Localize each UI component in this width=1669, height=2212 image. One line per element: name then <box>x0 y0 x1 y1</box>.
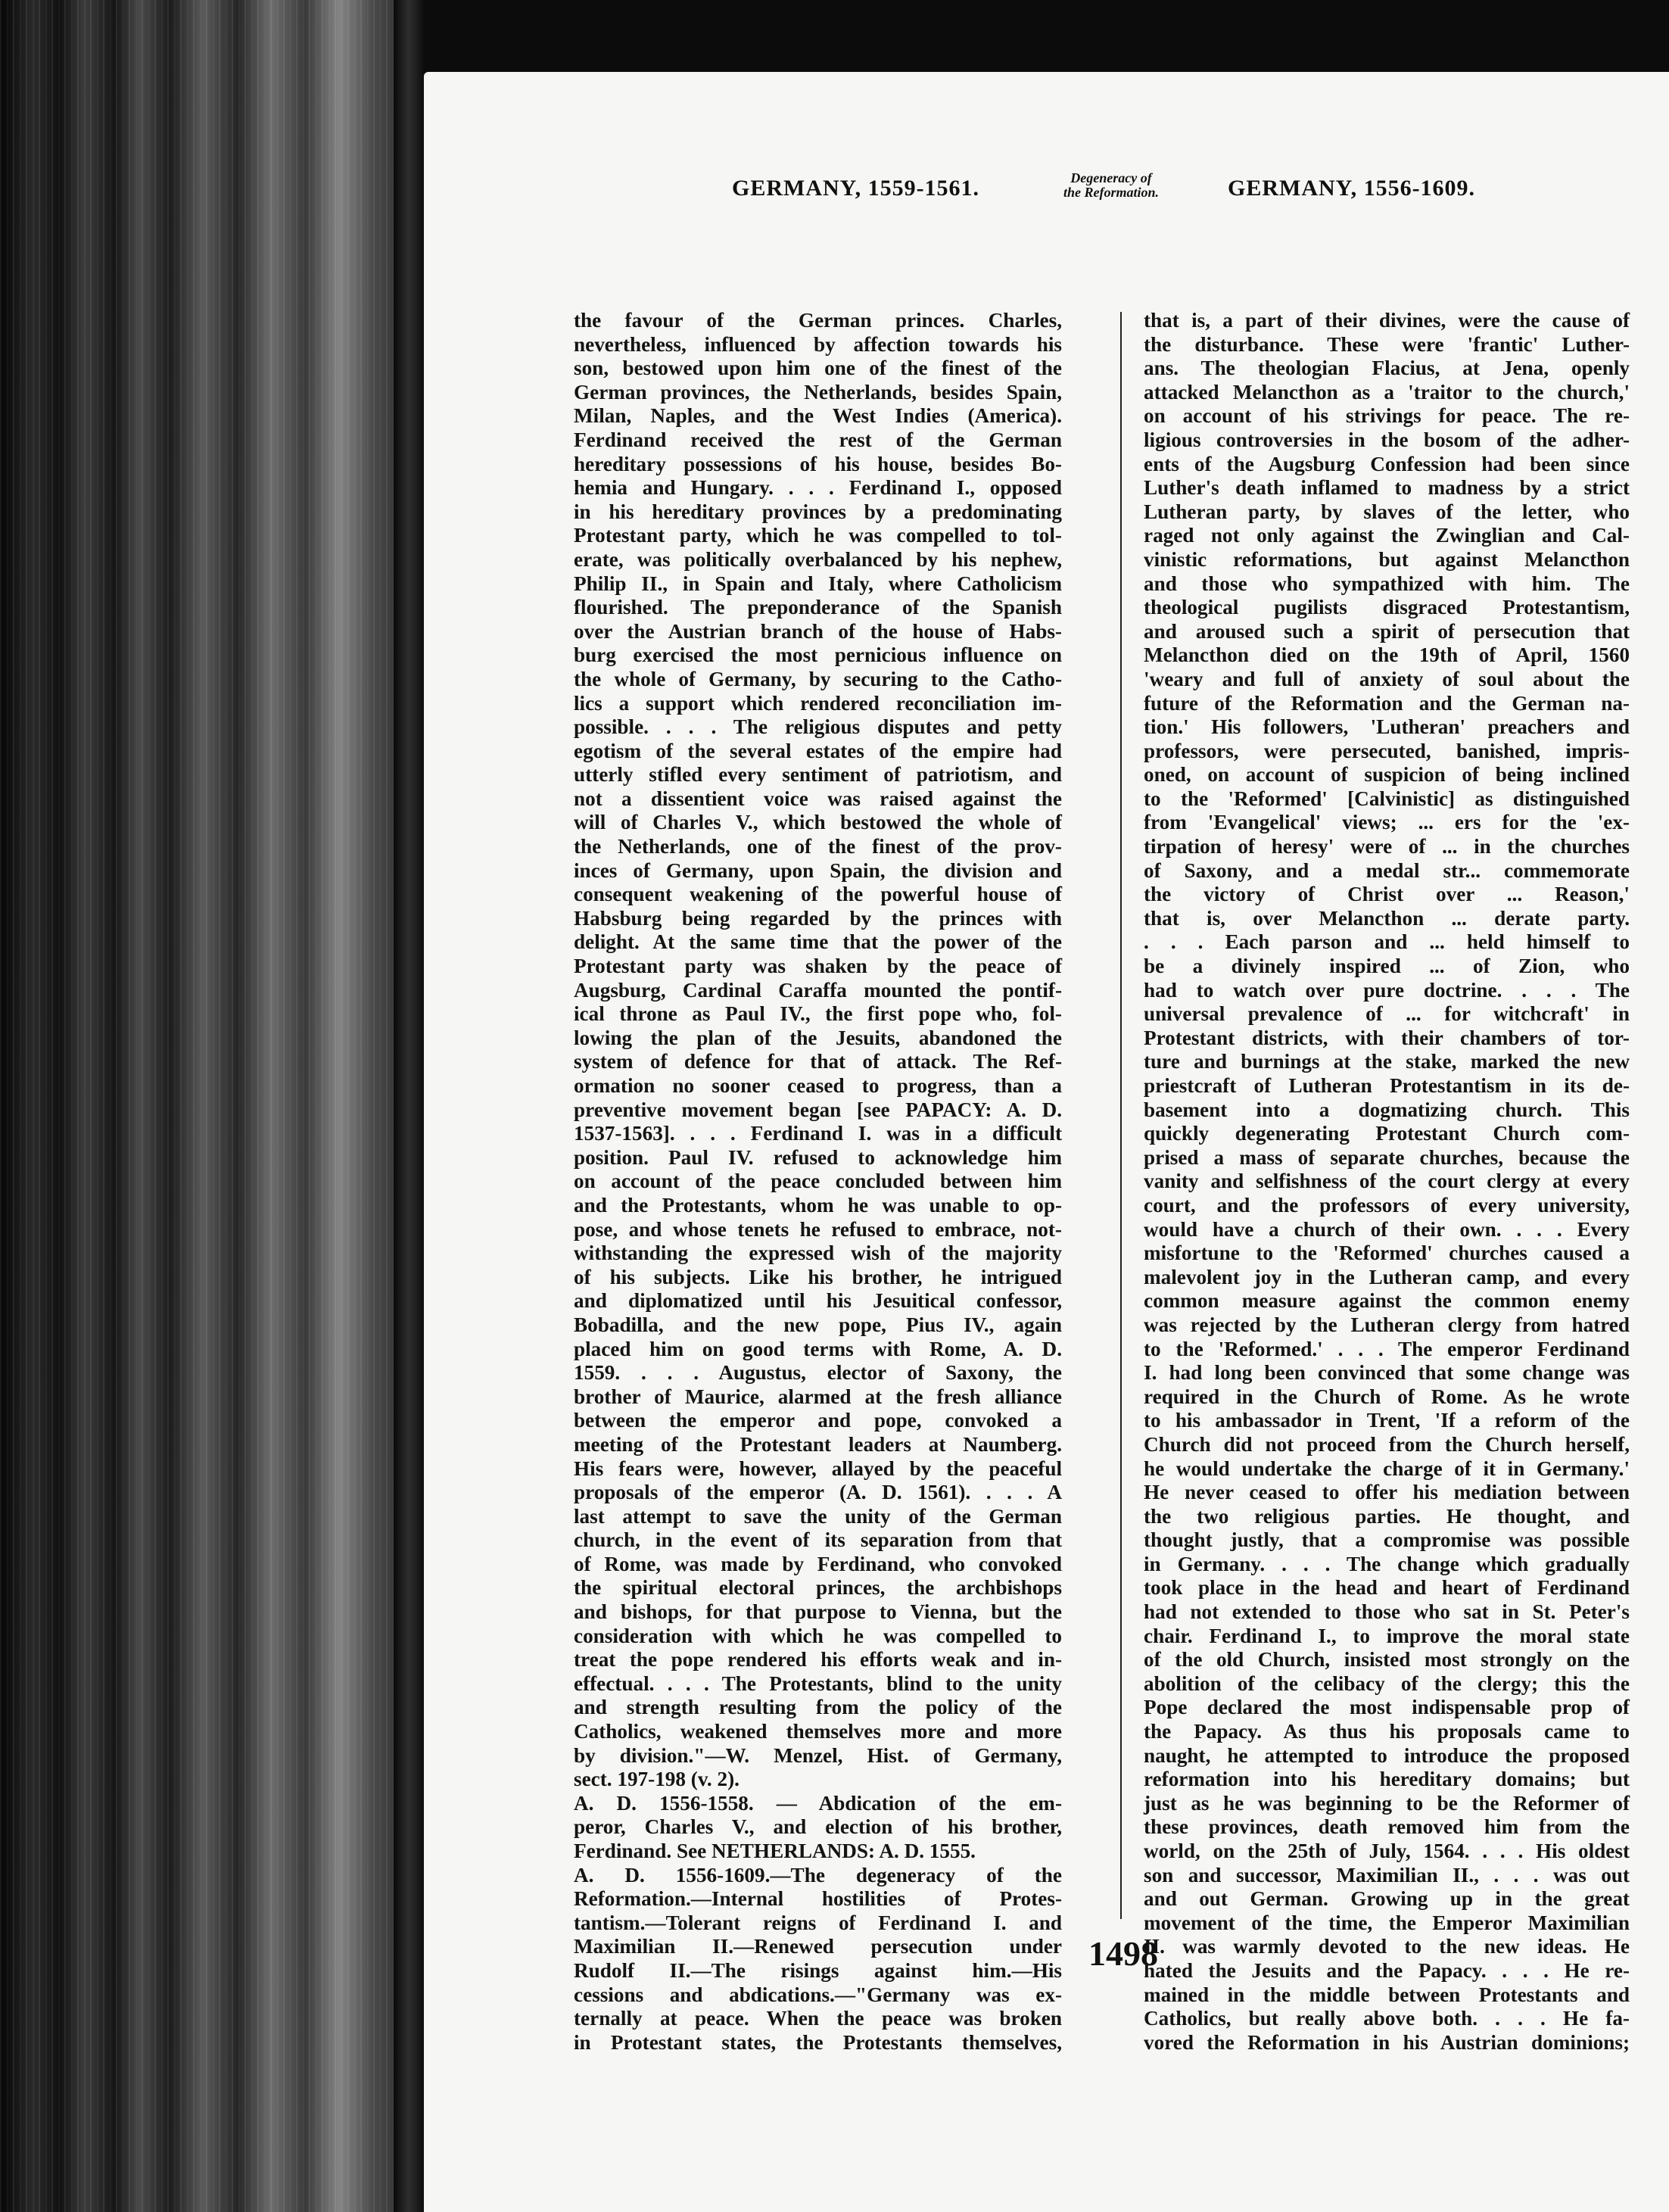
right-column-line: world, on the 25th of July, 1564. . . . His oldest <box>1144 1840 1630 1862</box>
left-column-line: 1559. . . . Augustus, elector of Saxony, the <box>574 1361 1062 1385</box>
right-column-line: Lutheran party, by slaves of the letter, who <box>1144 500 1630 523</box>
right-column-line: vanity and selfishness of the court clergy at every <box>1144 1170 1630 1193</box>
left-column-line: preventive movement began [see PAPACY: A. D. <box>574 1098 1062 1121</box>
left-column-line: in his hereditary provinces by a predominating <box>574 500 1062 523</box>
right-column-line: to the 'Reformed' [Calvinistic] as distinguished <box>1144 787 1630 810</box>
left-column-line: consequent weakening of the powerful house of <box>574 883 1062 906</box>
right-column-line: professors, were persecuted, banished, impris- <box>1144 739 1630 762</box>
left-column-line: lowing the plan of the Jesuits, abandoned the <box>574 1026 1062 1049</box>
right-column-line: Pope declared the most indispensable prop of <box>1144 1696 1630 1719</box>
right-column-line: the Papacy. As thus his proposals came to <box>1144 1720 1630 1743</box>
left-column-line: treat the pope rendered his efforts weak and in- <box>574 1648 1062 1671</box>
left-column-line: ormation no sooner ceased to progress, than a <box>574 1074 1062 1097</box>
left-column-line: delight. At the same time that the power of the <box>574 930 1062 954</box>
left-column-line: the favour of the German princes. Charles, <box>574 309 1062 332</box>
left-column-line: Augsburg, Cardinal Caraffa mounted the pontif- <box>574 978 1062 1002</box>
right-column-line: . . . Each parson and ... held himself to <box>1144 930 1630 954</box>
left-column-line: of his subjects. Like his brother, he intrigued <box>574 1265 1062 1288</box>
right-column-line: He never ceased to offer his mediation between <box>1144 1481 1630 1504</box>
right-column-line: oned, on account of suspicion of being inclined <box>1144 763 1630 787</box>
right-column-line: priestcraft of Lutheran Protestantism in its de- <box>1144 1074 1630 1097</box>
right-column-line: prised a mass of separate churches, because the <box>1144 1145 1630 1169</box>
right-column-line: malevolent joy in the Lutheran camp, and every <box>1144 1265 1630 1288</box>
left-column-line: erate, was politically overbalanced by his nephew, <box>574 547 1062 571</box>
right-column-line: raged not only against the Zwinglian and Cal- <box>1144 524 1630 547</box>
left-column-line: position. Paul IV. refused to acknowledge him <box>574 1145 1062 1169</box>
running-header-left: GERMANY, 1559-1561. <box>732 176 980 201</box>
right-column-line: naught, he attempted to introduce the proposed <box>1144 1743 1630 1767</box>
right-column-line: that is, over Melancthon ... derate party. <box>1144 906 1630 930</box>
left-column-line: A. D. 1556-1558. — Abdication of the em- <box>574 1791 1062 1815</box>
left-column-line: placed him on good terms with Rome, A. D. <box>574 1337 1062 1360</box>
header-middle-line-1: Degeneracy of <box>1070 170 1152 185</box>
right-column-line: and those who sympathized with him. The <box>1144 572 1630 595</box>
right-column-line: was rejected by the Lutheran clergy from hatred <box>1144 1313 1630 1336</box>
column-divider <box>1120 312 1122 1919</box>
left-column-line: consideration with which he was compelled to <box>574 1624 1062 1647</box>
left-column-line: 1537-1563]. . . . Ferdinand I. was in a difficult <box>574 1122 1062 1145</box>
right-column-line: these provinces, death removed him from the <box>1144 1815 1630 1839</box>
left-column-line: nevertheless, influenced by affection towards his <box>574 332 1062 356</box>
left-column-line: Habsburg being regarded by the princes with <box>574 906 1062 930</box>
right-column-line: mained in the middle between Protestants and <box>1144 1983 1630 2006</box>
right-column-line: on account of his strivings for peace. The re- <box>1144 404 1630 428</box>
right-column-line: and aroused such a spirit of persecution that <box>1144 619 1630 643</box>
left-column-line: Ferdinand. See NETHERLANDS: A. D. 1555. <box>574 1840 976 1862</box>
right-column-line: Protestant districts, with their chambers of tor- <box>1144 1026 1630 1049</box>
right-column-line: required in the Church of Rome. As he wrote <box>1144 1385 1630 1408</box>
right-column-line: be a divinely inspired ... of Zion, who <box>1144 955 1630 978</box>
header-middle-line-2: the Reformation. <box>1063 185 1159 200</box>
right-column-line: and out German. Growing up in the great <box>1144 1887 1630 1911</box>
right-column-line: the victory of Christ over ... Reason,' <box>1144 883 1630 906</box>
right-column-line: vored the Reformation in his Austrian dominions; <box>1144 2030 1630 2054</box>
right-column-line: movement of the time, the Emperor Maximilian <box>1144 1911 1630 1934</box>
right-column-line: future of the Reformation and the German na- <box>1144 691 1630 715</box>
right-column-line: abolition of the celibacy of the clergy; this the <box>1144 1671 1630 1695</box>
right-text-column <box>1144 309 1630 2054</box>
running-header-middle <box>1054 171 1168 200</box>
left-column-line: peror, Charles V., and election of his brother, <box>574 1815 1062 1839</box>
page-number: 1498 <box>1088 1934 1158 1973</box>
right-column-line: thought justly, that a compromise was possible <box>1144 1528 1630 1552</box>
left-column-line: ternally at peace. When the peace was broken <box>574 2007 1062 2030</box>
right-column-line: from 'Evangelical' views; ... ers for the 'ex- <box>1144 811 1630 834</box>
left-column-line: and strength resulting from the policy of the <box>574 1696 1062 1719</box>
right-column-line: court, and the professors of every university, <box>1144 1193 1630 1217</box>
right-column-line: ents of the Augsburg Confession had been since <box>1144 452 1630 475</box>
right-column-line: that is, a part of their divines, were the cause of <box>1144 309 1630 332</box>
left-column-line: last attempt to save the unity of the German <box>574 1504 1062 1528</box>
left-column-line: Rudolf II.—The risings against him.—His <box>574 1958 1062 1982</box>
right-column-line: in Germany. . . . The change which gradually <box>1144 1552 1630 1575</box>
right-column-line: basement into a dogmatizing church. This <box>1144 1098 1630 1121</box>
right-column-line: II. was warmly devoted to the new ideas. He <box>1144 1935 1630 1958</box>
left-column-line: ical throne as Paul IV., the first pope who, fol- <box>574 1002 1062 1026</box>
left-column-line: burg exercised the most pernicious influence on <box>574 643 1062 667</box>
left-column-line: brother of Maurice, alarmed at the fresh alliance <box>574 1385 1062 1408</box>
left-column-line: German provinces, the Netherlands, besides Spain, <box>574 380 1062 403</box>
left-column-line: Reformation.—Internal hostilities of Protes- <box>574 1887 1062 1911</box>
right-column-line: theological pugilists disgraced Protestantism, <box>1144 596 1630 619</box>
right-column-line: would have a church of their own. . . . Every <box>1144 1217 1630 1241</box>
left-column-line: and bishops, for that purpose to Vienna, but the <box>574 1600 1062 1624</box>
right-column-line: Luther's death inflamed to madness by a strict <box>1144 476 1630 500</box>
left-column-line: the spiritual electoral princes, the archbishops <box>574 1576 1062 1600</box>
right-column-line: attacked Melancthon as a 'traitor to the church,' <box>1144 380 1630 403</box>
left-column-line: Bobadilla, and the new pope, Pius IV., again <box>574 1313 1062 1336</box>
right-column-line: had to watch over pure doctrine. . . . The <box>1144 978 1630 1002</box>
right-column-line: ture and burnings at the stake, marked the new <box>1144 1050 1630 1073</box>
left-column-line: proposals of the emperor (A. D. 1561). . . . A <box>574 1481 1062 1504</box>
right-column-line: chair. Ferdinand I., to improve the moral state <box>1144 1624 1630 1647</box>
right-column-line: of Saxony, and a medal str... commemorate <box>1144 858 1630 882</box>
book-spine <box>394 0 424 2212</box>
left-column-line: not a dissentient voice was raised against the <box>574 787 1062 810</box>
right-column-line: misfortune to the 'Reformed' churches caused a <box>1144 1242 1630 1265</box>
left-column-line: son, bestowed upon him one of the finest of the <box>574 357 1062 380</box>
left-column-line: flourished. The preponderance of the Spanish <box>574 596 1062 619</box>
right-column-line: tirpation of heresy' were of ... in the churches <box>1144 835 1630 858</box>
right-column-line: I. had long been convinced that some change was <box>1144 1361 1630 1385</box>
left-column-line: Milan, Naples, and the West Indies (America). <box>574 404 1062 428</box>
right-column-line: 'weary and full of anxiety of soul about the <box>1144 667 1630 690</box>
left-column-line: in Protestant states, the Protestants themselves, <box>574 2030 1062 2054</box>
left-column-line: Protestant party, which he was compelled to tol- <box>574 524 1062 547</box>
left-column-line: Maximilian II.—Renewed persecution under <box>574 1935 1062 1958</box>
left-column-line: Protestant party was shaken by the peace of <box>574 955 1062 978</box>
left-column-line: hemia and Hungary. . . . Ferdinand I., opposed <box>574 476 1062 500</box>
left-column-line: inces of Germany, upon Spain, the division and <box>574 858 1062 882</box>
right-column-line: to his ambassador in Trent, 'If a reform of the <box>1144 1409 1630 1432</box>
right-column-line: the two religious parties. He thought, and <box>1144 1504 1630 1528</box>
left-column-line: sect. 197-198 (v. 2). <box>574 1768 740 1791</box>
right-column-line: Melancthon died on the 19th of April, 1560 <box>1144 643 1630 667</box>
left-column-line: hereditary possessions of his house, besides Bo- <box>574 452 1062 475</box>
left-column-line: tantism.—Tolerant reigns of Ferdinand I. and <box>574 1911 1062 1934</box>
right-column-line: to the 'Reformed.' . . . The emperor Ferdinand <box>1144 1337 1630 1360</box>
right-column-line: ans. The theologian Flacius, at Jena, openly <box>1144 357 1630 380</box>
left-column-line: withstanding the expressed wish of the majority <box>574 1242 1062 1265</box>
left-column-line: utterly stifled every sentiment of patriotism, and <box>574 763 1062 787</box>
left-column-line: effectual. . . . The Protestants, blind to the unity <box>574 1671 1062 1695</box>
left-column-line: pose, and whose tenets he refused to embrace, not- <box>574 1217 1062 1241</box>
right-column-line: just as he was beginning to be the Reformer of <box>1144 1791 1630 1815</box>
scanner-margin <box>0 0 424 2212</box>
left-column-line: cessions and abdications.—"Germany was ex- <box>574 1983 1062 2006</box>
right-column-line: son and successor, Maximilian II., . . . was out <box>1144 1863 1630 1886</box>
right-column-line: the disturbance. These were 'frantic' Luther- <box>1144 332 1630 356</box>
left-column-line: system of defence for that of attack. The Ref- <box>574 1050 1062 1073</box>
left-column-line: Catholics, weakened themselves more and more <box>574 1720 1062 1743</box>
left-column-line: and diplomatized until his Jesuitical confessor, <box>574 1289 1062 1313</box>
left-column-line: meeting of the Protestant leaders at Naumberg. <box>574 1432 1062 1456</box>
left-column-line: egotism of the several estates of the empire had <box>574 739 1062 762</box>
right-column-line: had not extended to those who sat in St. Peter's <box>1144 1600 1630 1624</box>
right-column-line: reformation into his hereditary domains; but <box>1144 1768 1630 1791</box>
left-column-line: the Netherlands, one of the finest of the prov- <box>574 835 1062 858</box>
right-column-line: quickly degenerating Protestant Church com- <box>1144 1122 1630 1145</box>
left-column-line: His fears were, however, allayed by the peaceful <box>574 1456 1062 1480</box>
right-column-line: Church did not proceed from the Church herself, <box>1144 1432 1630 1456</box>
right-column-line: hated the Jesuits and the Papacy. . . . He re- <box>1144 1958 1630 1982</box>
left-column-line: A. D. 1556-1609.—The degeneracy of the <box>574 1863 1062 1886</box>
left-text-column <box>574 309 1062 2054</box>
left-column-line: over the Austrian branch of the house of Habs- <box>574 619 1062 643</box>
left-column-line: between the emperor and pope, convoked a <box>574 1409 1062 1432</box>
right-column-line: took place in the head and heart of Ferdinand <box>1144 1576 1630 1600</box>
right-column-line: common measure against the common enemy <box>1144 1289 1630 1313</box>
left-column-line: lics a support which rendered reconciliation im- <box>574 691 1062 715</box>
right-column-line: ligious controversies in the bosom of the adher- <box>1144 428 1630 451</box>
right-column-line: vinistic reformations, but against Melancthon <box>1144 547 1630 571</box>
right-column-line: tion.' His followers, 'Lutheran' preachers and <box>1144 715 1630 739</box>
left-column-line: on account of the peace concluded between him <box>574 1170 1062 1193</box>
left-column-line: possible. . . . The religious disputes and petty <box>574 715 1062 739</box>
left-column-line: Philip II., in Spain and Italy, where Catholicism <box>574 572 1062 595</box>
left-column-line: the whole of Germany, by securing to the Catho- <box>574 667 1062 690</box>
left-column-line: by division."—W. Menzel, Hist. of Germany, <box>574 1743 1062 1767</box>
running-header-right: GERMANY, 1556-1609. <box>1228 176 1476 201</box>
right-column-line: he would undertake the charge of it in Germany.' <box>1144 1456 1630 1480</box>
right-column-line: universal prevalence of ... for witchcraft' in <box>1144 1002 1630 1026</box>
left-column-line: will of Charles V., which bestowed the whole of <box>574 811 1062 834</box>
left-column-line: church, in the event of its separation from that <box>574 1528 1062 1552</box>
left-column-line: of Rome, was made by Ferdinand, who convoked <box>574 1552 1062 1575</box>
left-column-line: and the Protestants, whom he was unable to op- <box>574 1193 1062 1217</box>
left-column-line: Ferdinand received the rest of the German <box>574 428 1062 451</box>
right-column-line: of the old Church, insisted most strongly on the <box>1144 1648 1630 1671</box>
right-column-line: Catholics, but really above both. . . . He fa- <box>1144 2007 1630 2030</box>
